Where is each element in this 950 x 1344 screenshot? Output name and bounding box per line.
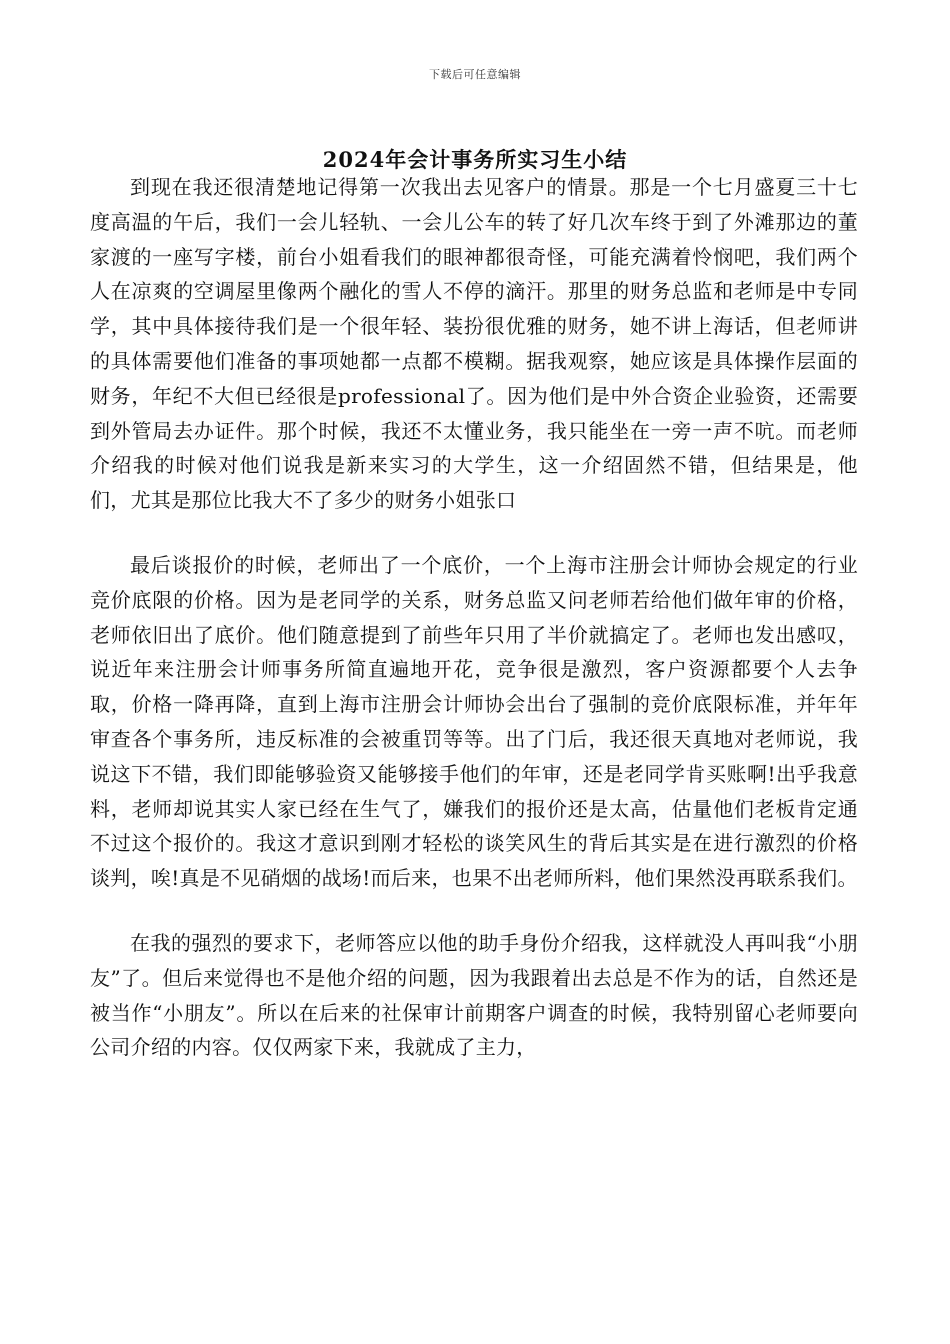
paragraph-1: 到现在我还很清楚地记得第一次我出去见客户的情景。那是一个七月盛夏三十七度高温的午后，我们一会儿轻轨、一会儿公车的转了好几次车终于到了外滩那边的董家渡的一座写字楼，前台小姐看我们的眼神都很奇怪，可能充满着怜悯吧，我们两个人在凉爽的空调屋里像两个融化的雪人不停的滴汗。那里的财务总监和老师是中专同学，其中具体接待我们是一个很年轻、装扮很优雅的财务，她不讲上海话，但老师讲的具体需要他们准备的事项她都一点都不模糊。据我观察，她应该是具体操作层面的财务，年纪不大但已经很是professional了。因为他们是中外合资企业验资，还需要到外管局去办证件。那个时候，我还不太懂业务，我只能坐在一旁一声不吭。而老师介绍我的时候对他们说我是新来实习的大学生，这一介绍固然不错，但结果是，他们，尤其是那位比我大不了多少的财务小姐张口 — [90, 175, 858, 513]
paragraph-3: 在我的强烈的要求下，老师答应以他的助手身份介绍我，这样就没人再叫我“小朋友”了。但后来觉得也不是他介绍的问题，因为我跟着出去总是不作为的话，自然还是被当作“小朋友”。所以在后来的社保审计前期客户调查的时候，我特别留心老师要向公司介绍的内容。仅仅两家下来，我就成了主力， — [90, 930, 858, 1060]
header-note: 下载后可任意编辑 — [429, 68, 521, 81]
document-title: 2024年会计事务所实习生小结 — [322, 147, 628, 172]
document-body — [90, 170, 858, 1065]
paragraph-2: 最后谈报价的时候，老师出了一个底价，一个上海市注册会计师协会规定的行业竞价底限的价格。因为是老同学的关系，财务总监又问老师若给他们做年审的价格，老师依旧出了底价。他们随意提到了前些年只用了半价就搞定了。老师也发出感叹，说近年来注册会计师事务所简直遍地开花，竞争很是激烈，客户资源都要个人去争取，价格一降再降，直到上海市注册会计师协会出台了强制的竞价底限标准，并年年审查各个事务所，违反标准的会被重罚等等。出了门后，我还很天真地对老师说，我说这下不错，我们即能够验资又能够接手他们的年审，还是老同学肯买账啊!出乎我意料，老师却说其实人家已经在生气了，嫌我们的报价还是太高，估量他们老板肯定通不过这个报价的。我这才意识到刚才轻松的谈笑风生的背后其实是在进行激烈的价格谈判，唉!真是不见硝烟的战场!而后来，也果不出老师所料，他们果然没再联系我们。 — [90, 552, 858, 891]
